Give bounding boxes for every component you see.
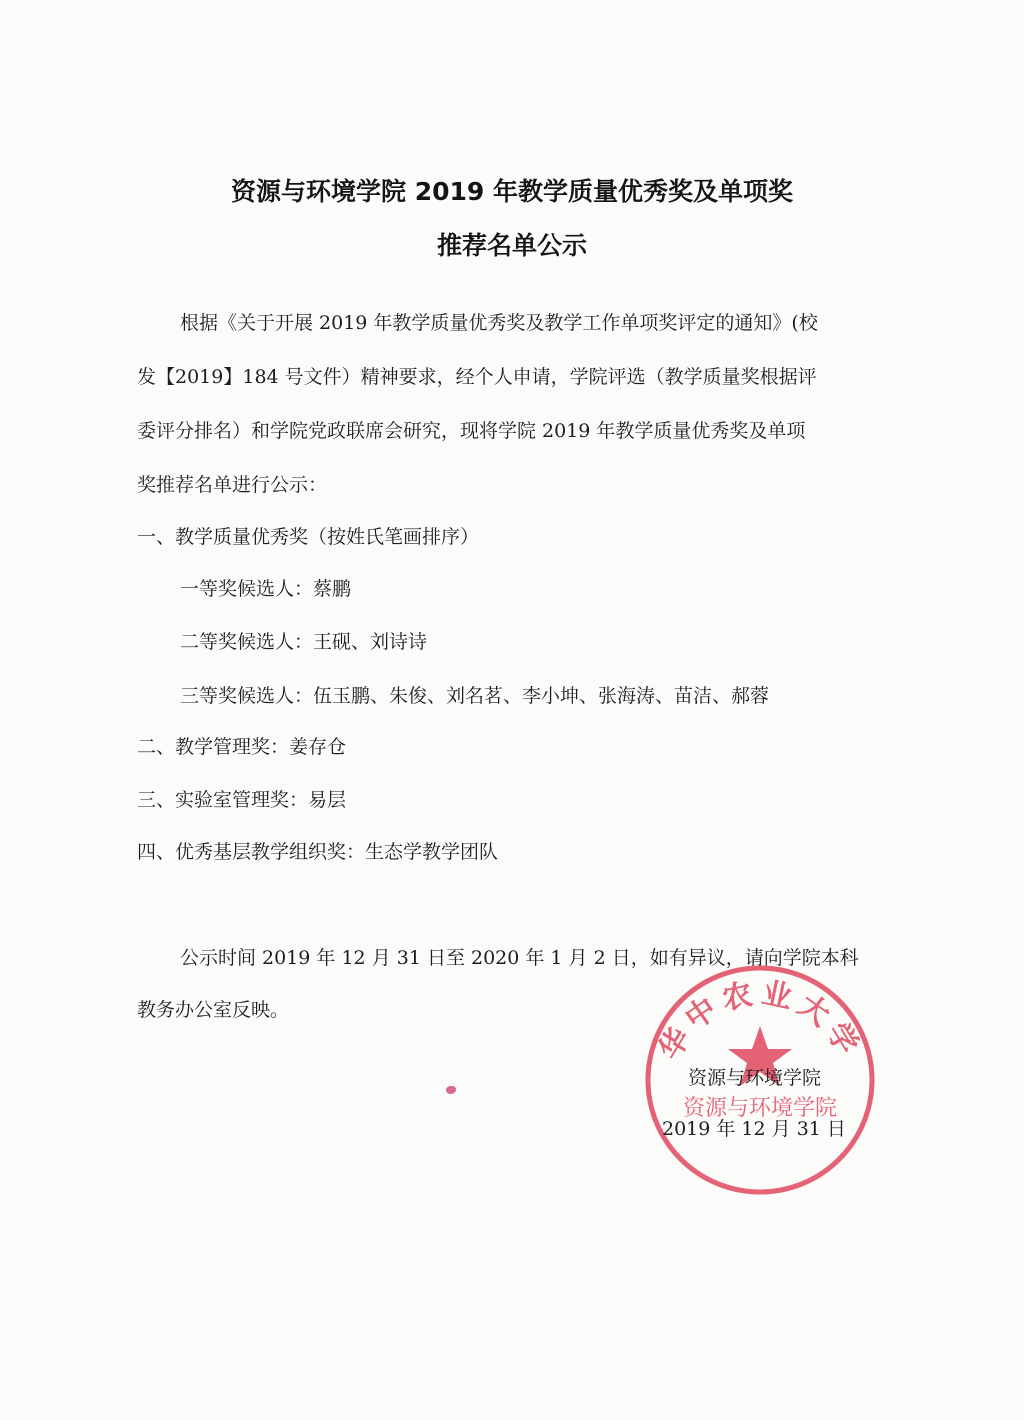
signature-date: 2019 年 12 月 31 日 bbox=[662, 1118, 846, 1140]
ink-speck bbox=[446, 1086, 456, 1094]
section-teaching-management-award: 二、教学管理奖：姜存仓 bbox=[137, 736, 347, 758]
section-teaching-quality-award: 一、教学质量优秀奖（按姓氏笔画排序） bbox=[137, 526, 480, 548]
notice-line-1: 公示时间 2019 年 12 月 31 日至 2020 年 1 月 2 日，如有异议，请向学院本科 bbox=[180, 947, 859, 969]
intro-line-2: 发【2019】184 号文件）精神要求，经个人申请，学院评选（教学质量奖根据评 bbox=[137, 366, 817, 388]
document-subtitle: 推荐名单公示 bbox=[436, 231, 587, 260]
intro-line-4: 奖推荐名单进行公示： bbox=[137, 474, 328, 496]
seal-arc-text: 华中农业大学 bbox=[652, 975, 868, 1066]
document-title: 资源与环境学院 2019 年教学质量优秀奖及单项奖 bbox=[231, 177, 793, 206]
first-prize-candidates: 一等奖候选人：蔡鹏 bbox=[180, 578, 352, 600]
intro-line-3: 委评分排名）和学院党政联席会研究，现将学院 2019 年教学质量优秀奖及单项 bbox=[137, 420, 806, 442]
section-teaching-organization-award: 四、优秀基层教学组织奖：生态学教学团队 bbox=[137, 841, 499, 863]
seal-center-text: 资源与环境学院 bbox=[682, 1096, 838, 1121]
intro-line-1: 根据《关于开展 2019 年教学质量优秀奖及教学工作单项奖评定的通知》(校 bbox=[180, 312, 818, 334]
signature-organization: 资源与环境学院 bbox=[688, 1067, 822, 1089]
third-prize-candidates: 三等奖候选人：伍玉鹏、朱俊、刘名茗、李小坤、张海涛、苗洁、郝蓉 bbox=[180, 685, 770, 707]
notice-line-2: 教务办公室反映。 bbox=[137, 999, 290, 1021]
second-prize-candidates: 二等奖候选人：王砚、刘诗诗 bbox=[180, 631, 428, 653]
section-lab-management-award: 三、实验室管理奖：易层 bbox=[137, 789, 347, 811]
